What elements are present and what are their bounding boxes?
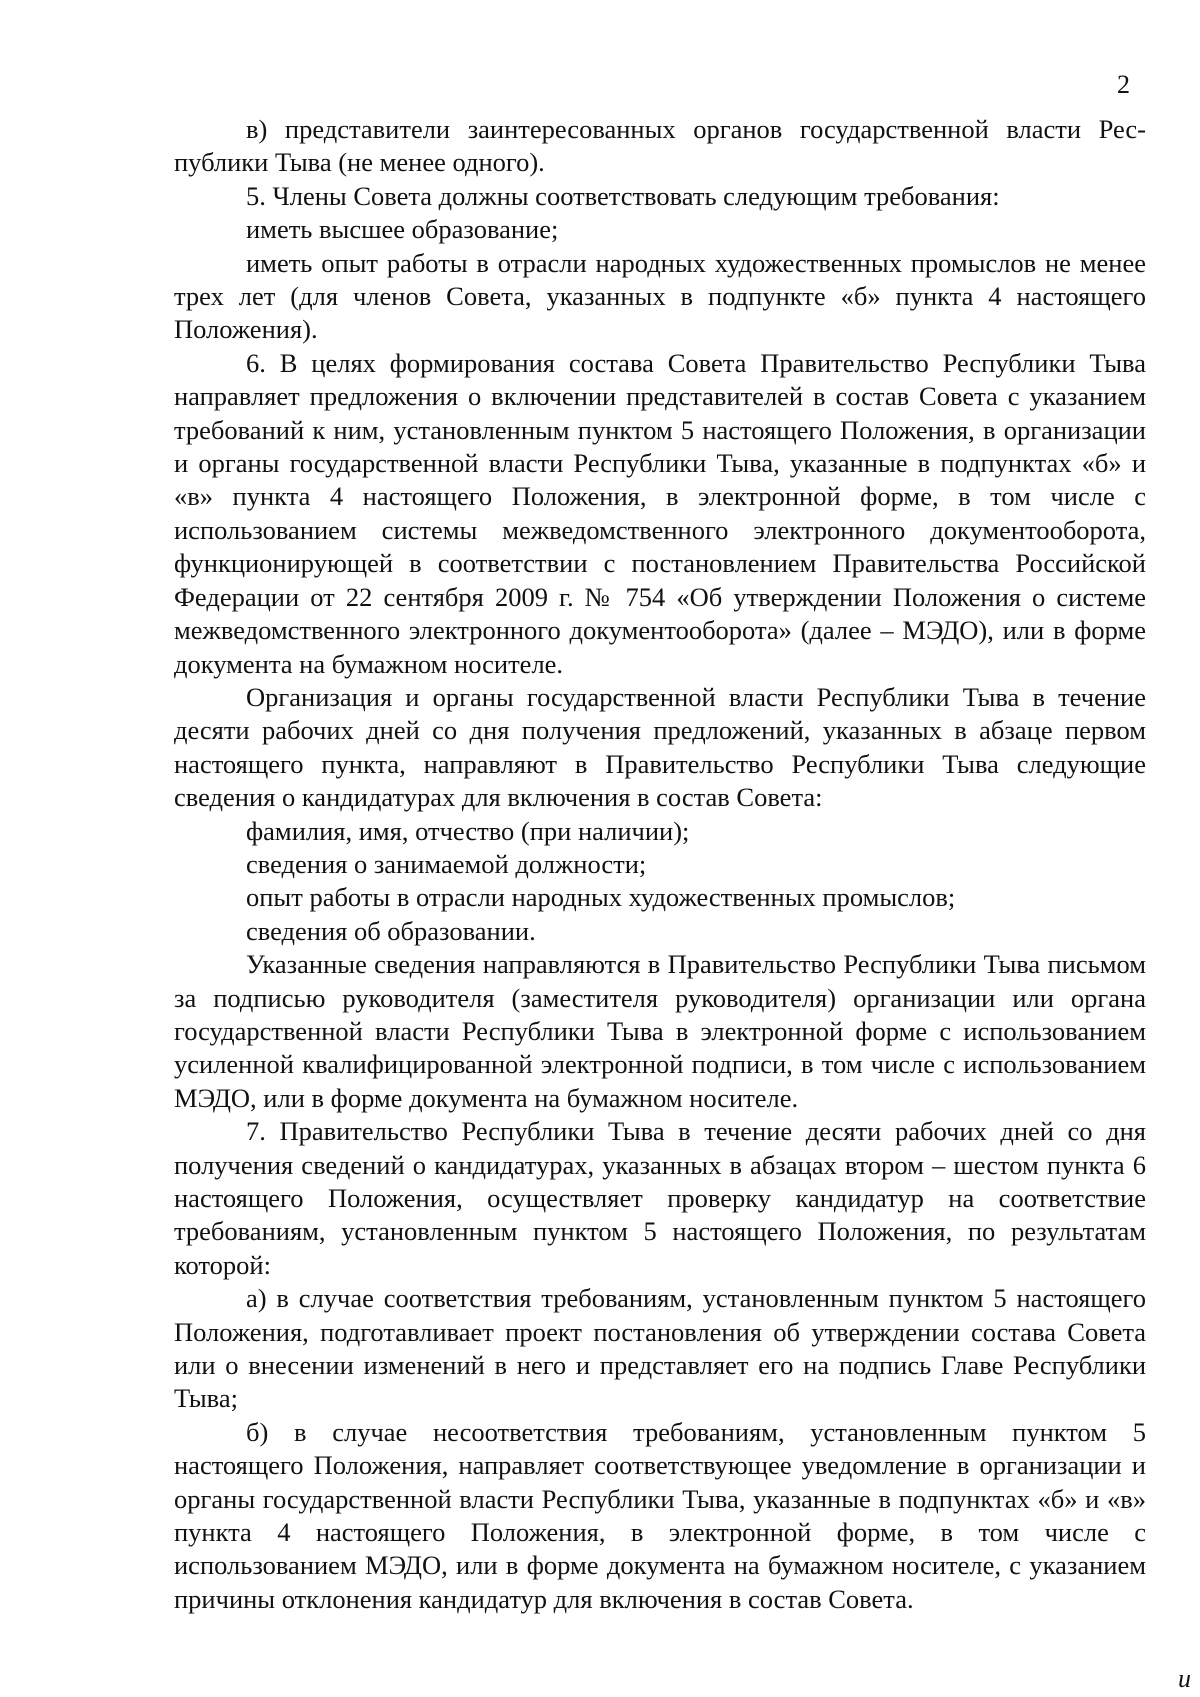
paragraph-7a: а) в случае соответствия требованиям, установленным пунктом 5 настоящего Положения, подготавливает проект постановления об утверждении состава Совета или о внесении изменений в него и представляет его на подпись Главе Республики Тыва; — [174, 1283, 1146, 1414]
list-item-name: фамилия, имя, отчество (при наличии); — [246, 815, 690, 846]
paragraph-7: 7. Правительство Республики Тыва в течение десяти рабочих дней со дня получения сведений о кандидатурах, указанных в абзацах втором – шестом пункта 6 настоящего Положения, осуществляет проверку кандидатур на соответствие требованиям, установленным пунктом 5 настоящего Положения, по результатам которой: — [174, 1116, 1146, 1280]
paragraph-4v: в) представители заинтересованных органов государственной власти Республики Тыва (не менее одного). — [174, 114, 1146, 178]
paragraph-6-submission: Указанные сведения направляются в Правительство Республики Тыва письмом за подписью руководителя (заместителя руководителя) организации или органа государственной власти Республики Тыва в электронной форме с использованием усиленной квалифицированной электронной подписи, в том числе с использованием МЭДО, или в форме документа на бумажном носителе. — [174, 949, 1146, 1113]
list-item-position: сведения о занимаемой должности; — [246, 848, 647, 879]
paragraph-5: 5. Члены Совета должны соответствовать следующим требования: — [246, 180, 1000, 211]
list-item-experience: опыт работы в отрасли народных художественных промыслов; — [246, 882, 956, 913]
page-number: 2 — [1117, 70, 1130, 99]
document-body — [174, 113, 1146, 1616]
paragraph-5-item-experience: иметь опыт работы в отрасли народных художественных промыслов не менее трех лет (для членов Совета, указанных в подпункте «б» пункта 4 настоящего Положения). — [174, 247, 1146, 345]
paragraph-6: 6. В целях формирования состава Совета Правительство Республики Тыва направляет предложения о включении представителей в состав Совета с указанием требований к ним, установленным пунктом 5 настоящего Положения, в организации и органы государственной власти Республики Тыва, указанные в подпунктах «б» и «в» пункта 4 настоящего Положения, в электронной форме, в том числе с использованием системы межведомственного электронного документооборота, функционирующей в соответствии с постановлением Правительства Российской Федерации от 22 сентября 2009 г. № 754 «Об утверждении Положения о системе межведомственного электронного документооборота» (далее – МЭДО), или в форме документа на бумажном носителе. — [174, 347, 1146, 679]
paragraph-6-second: Организация и органы государственной власти Республики Тыва в течение десяти рабочих дней со дня получения предложений, указанных в абзаце первом настоящего пункта, направляют в Правительство Республики Тыва следующие сведения о кандидатурах для включения в состав Совета: — [174, 681, 1146, 813]
paragraph-7b: б) в случае несоответствия требованиям, установленным пунктом 5 настоящего Положения, направляет соответствующее уведомление в организации и органы государственной власти Республики Тыва, указанные в подпунктах «б» и «в» пункта 4 настоящего Положения, в электронной форме, в том числе с использованием МЭДО, или в форме документа на бумажном носителе, с указанием причины отклонения кандидатур для включения в состав Совета. — [174, 1416, 1146, 1614]
paragraph-5-item-education: иметь высшее образование; — [246, 214, 559, 245]
handwritten-corner-mark: и — [1178, 1664, 1191, 1693]
list-item-education: сведения об образовании. — [246, 915, 536, 946]
